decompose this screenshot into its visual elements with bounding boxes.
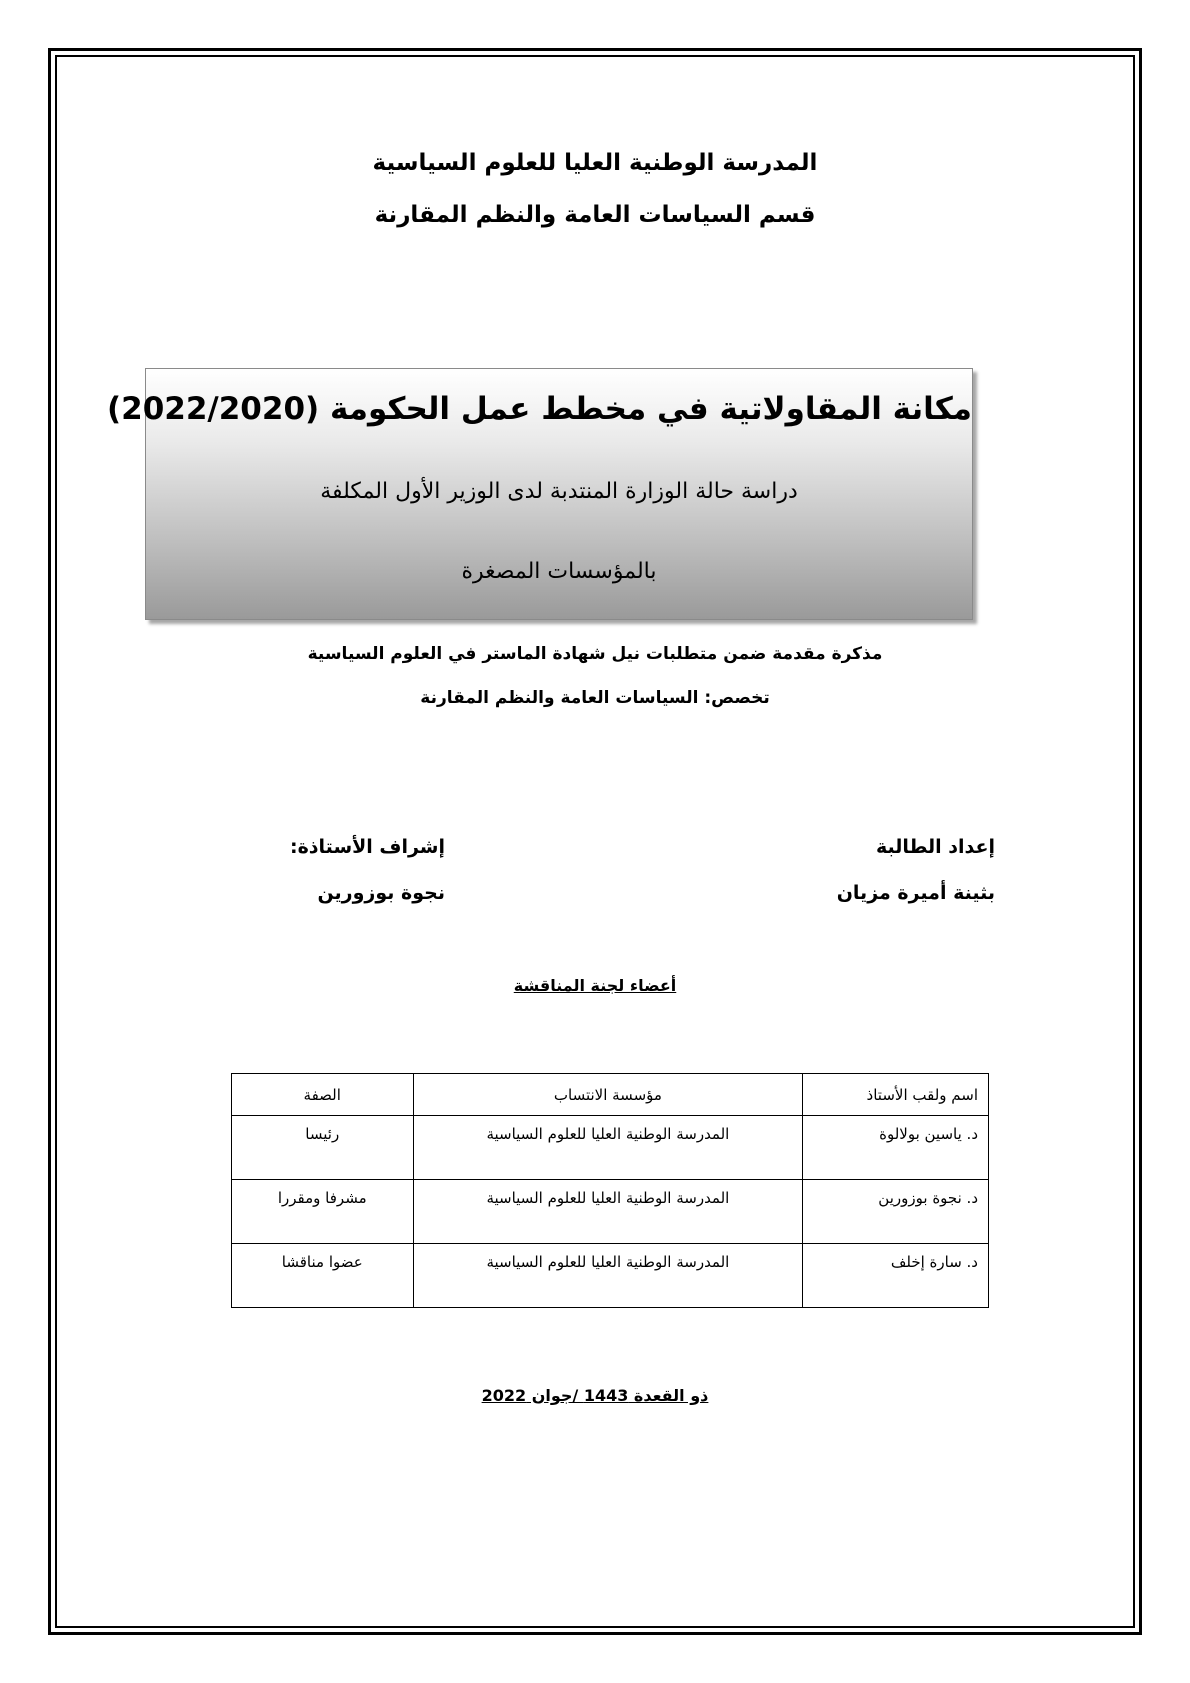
supervisor-label: إشراف الأستاذة: <box>289 836 445 858</box>
column-header-name: اسم ولقب الأستاذ <box>803 1074 989 1116</box>
table-row <box>232 1180 989 1244</box>
date-line <box>0 1386 1190 1405</box>
column-header-role: الصفة <box>232 1074 414 1116</box>
thesis-subtitle-line2: بالمؤسسات المصغرة <box>461 559 657 584</box>
thesis-title: مكانة المقاولاتية في مخطط عمل الحكومة (2022/2020) <box>106 391 972 427</box>
table-header-row <box>232 1074 989 1116</box>
table-row <box>232 1116 989 1180</box>
committee-heading-text: أعضاء لجنة المناقشة <box>513 976 677 995</box>
member-role: رئيسا <box>232 1116 414 1180</box>
school-name: المدرسة الوطنية العليا للعلوم السياسية <box>372 150 818 176</box>
member-institution: المدرسة الوطنية العليا للعلوم السياسية <box>413 1116 803 1180</box>
prepared-by-label: إعداد الطالبة <box>875 836 995 858</box>
committee-heading <box>0 976 1190 995</box>
memo-statement: مذكرة مقدمة ضمن متطلبات نيل شهادة الماستر في العلوم السياسية <box>307 644 883 664</box>
student-name: بثينة أميرة مزيان <box>836 882 995 904</box>
committee-table <box>231 1073 989 1308</box>
thesis-subtitle-line1: دراسة حالة الوزارة المنتدبة لدى الوزير الأول المكلفة <box>320 479 798 504</box>
department-name: قسم السياسات العامة والنظم المقارنة <box>374 202 816 228</box>
title-box <box>106 368 973 620</box>
supervisor-name: نجوة بوزورين <box>317 882 445 904</box>
member-role: عضوا مناقشا <box>232 1244 414 1308</box>
column-header-institution: مؤسسة الانتساب <box>413 1074 803 1116</box>
member-name: د. ياسين بولالوة <box>803 1116 989 1180</box>
member-name: د. سارة إخلف <box>803 1244 989 1308</box>
table-row <box>232 1244 989 1308</box>
date-text: ذو القعدة 1443 /جوان 2022 <box>481 1386 709 1405</box>
member-role: مشرفا ومقررا <box>232 1180 414 1244</box>
member-institution: المدرسة الوطنية العليا للعلوم السياسية <box>413 1180 803 1244</box>
member-institution: المدرسة الوطنية العليا للعلوم السياسية <box>413 1244 803 1308</box>
specialization: تخصص: السياسات العامة والنظم المقارنة <box>420 688 770 708</box>
member-name: د. نجوة بوزورين <box>803 1180 989 1244</box>
